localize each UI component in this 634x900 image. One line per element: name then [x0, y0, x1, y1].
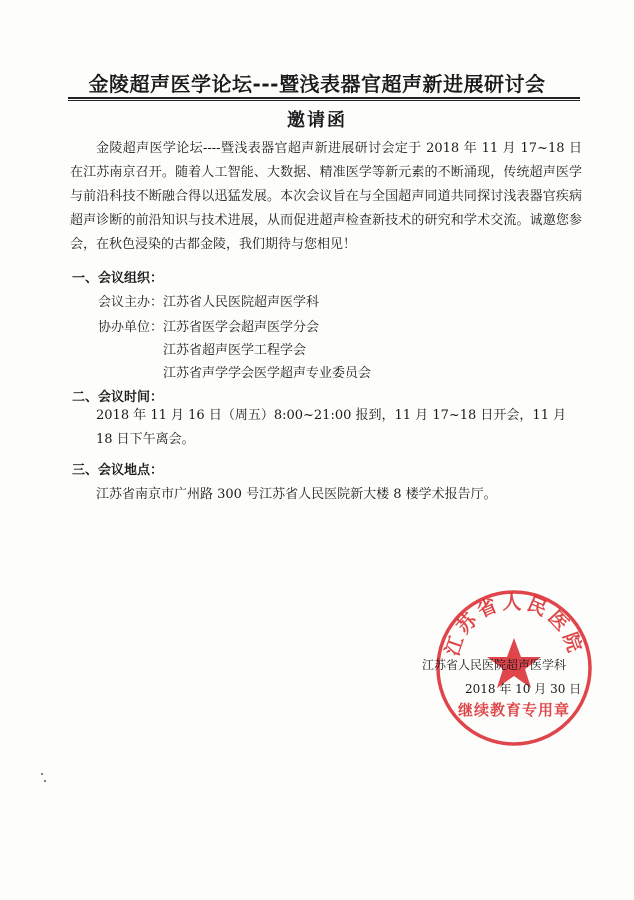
seal-bottom-text: 继续教育专用章 [457, 701, 571, 719]
section-heading-organization: 一、会议组织： [72, 271, 164, 286]
co-unit-3: 江苏省声学学会医学超声专业委员会 [163, 366, 372, 381]
section-heading-time: 二、会议时间： [72, 390, 164, 405]
title-rule-thin [68, 100, 580, 101]
host-row [98, 291, 319, 310]
time-text: 2018 年 11 月 16 日（周五）8:00~21:00 报到，11 月 17~18 日开会，11 月 18 日下午离会。 [96, 408, 567, 447]
section-heading-place: 三、会议地点： [72, 463, 164, 478]
host-label: 会议主办： [98, 295, 164, 310]
place-text: 江苏省南京市广州路 300 号江苏省人民医院新大楼 8 楼学术报告厅。 [96, 487, 497, 502]
co-row [98, 316, 319, 335]
intro-paragraph: 金陵超声医学论坛----暨浅表器官超声新进展研讨会定于 2018 年 11 月 17~18 日在江苏南京召开。随着人工智能、大数据、精准医学等新元素的不断涌现，传统超声医学与前沿科技不断融合得以迅猛发展。本次会议旨在与全国超声同道共同探讨浅表器官疾病超声诊断的前沿知识与技术进展，从而促进超声检查新技术的研究和学术交流。诚邀您参会，在秋色浸染的古都金陵，我们期待与您相见！ [70, 141, 582, 252]
signature-date: 2018 年 10 月 30 日 [465, 682, 582, 696]
seal-arc-text: 江苏省人民医院 [441, 591, 587, 659]
signature-org: 江苏省人民医院超声医学科 [422, 658, 567, 672]
co-unit-2: 江苏省超声医学工程学会 [163, 343, 307, 358]
title-rule [68, 97, 580, 99]
scan-speck [41, 773, 43, 775]
co-label: 协办单位： [98, 320, 164, 335]
scan-speck [44, 780, 46, 782]
document-title: 金陵超声医学论坛---暨浅表器官超声新进展研讨会 [88, 72, 546, 96]
co-unit-1: 江苏省医学会超声医学分会 [163, 320, 320, 335]
host-value: 江苏省人民医院超声医学科 [163, 295, 320, 310]
document-subtitle: 邀请函 [287, 110, 347, 131]
